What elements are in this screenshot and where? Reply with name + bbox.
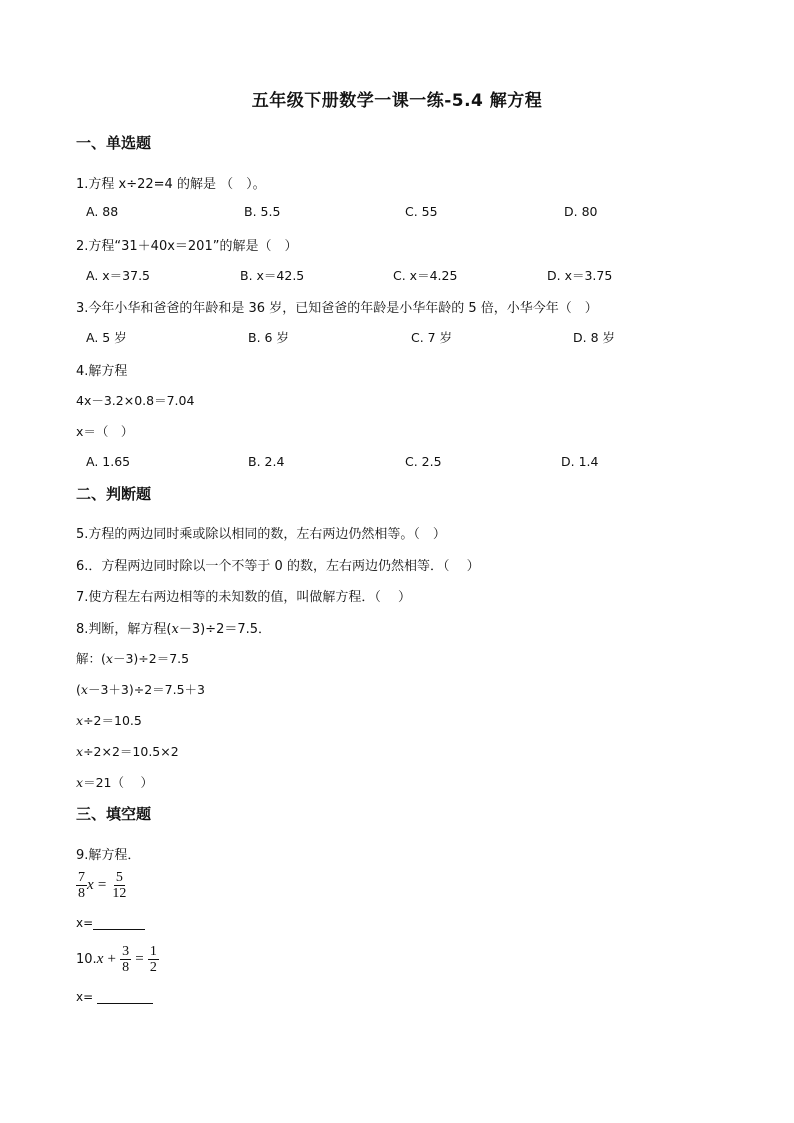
q8-step-5-post: ＝21（ ） xyxy=(83,775,153,790)
q9-fraction-left xyxy=(76,870,87,901)
q10-plus: + xyxy=(107,951,116,967)
q10-answer-blank[interactable] xyxy=(97,991,153,1004)
q3-option-a: A. 5 岁 xyxy=(86,330,127,345)
question-9: 9.解方程． xyxy=(76,848,141,863)
q1-option-b: B. 5.5 xyxy=(244,204,281,219)
q10-answer xyxy=(76,990,153,1004)
question-4: 4.解方程 xyxy=(76,364,128,379)
q1-option-c: C. 55 xyxy=(405,204,438,219)
q1-option-d: D. 80 xyxy=(564,204,598,219)
q3-option-b: B. 6 岁 xyxy=(248,330,289,345)
q8-step-4-post: ÷2×2＝10.5×2 xyxy=(83,744,179,759)
q2-option-a: A. x＝37.5 xyxy=(86,268,151,283)
page-title: 五年级下册数学一课一练-5.4 解方程 xyxy=(251,91,543,111)
q4-option-a: A. 1.65 xyxy=(86,454,131,469)
q9-fraction-right xyxy=(110,870,128,901)
q8-step-3-post: ÷2＝10.5 xyxy=(83,713,142,728)
question-2: 2.方程“31＋40x＝201”的解是（ ） xyxy=(76,239,298,254)
q3-option-c: C. 7 岁 xyxy=(411,330,453,345)
q9-answer xyxy=(76,916,145,930)
q8-step-4-var: x xyxy=(76,744,84,759)
q1-option-a: A. 88 xyxy=(86,204,119,219)
q8-variable: x xyxy=(171,622,179,637)
question-6: 6.．方程两边同时除以一个不等于 0 的数，左右两边仍然相等．（ ） xyxy=(76,559,480,574)
q10-equals: = xyxy=(135,951,144,967)
q8-step-1 xyxy=(76,649,189,667)
q8-step-3-var: x xyxy=(76,713,84,728)
q8-step-1-post: －3)÷2＝7.5 xyxy=(112,651,190,666)
q4-option-c: C. 2.5 xyxy=(405,454,442,469)
q10-frac2-num: 1 xyxy=(149,944,157,959)
q10-fraction-left xyxy=(120,944,131,975)
q9-frac2-num: 5 xyxy=(115,870,123,885)
q4-answer-line: x＝（ ） xyxy=(76,424,134,439)
q8-step-2-post: －3＋3)÷2＝7.5＋3 xyxy=(87,682,205,697)
q9-variable: x xyxy=(87,877,94,893)
q3-option-d: D. 8 岁 xyxy=(573,330,615,345)
q8-step-1-pre: 解：( xyxy=(76,651,106,666)
q9-equals: = xyxy=(97,877,107,893)
section-true-false: 二、判断题 xyxy=(76,485,152,503)
q9-frac1-num: 7 xyxy=(78,870,85,885)
q8-step-2-pre: ( xyxy=(76,682,81,697)
q8-step-5 xyxy=(76,773,153,791)
question-5: 5.方程的两边同时乘或除以相同的数，左右两边仍然相等。（ ） xyxy=(76,527,446,542)
q10-variable: x xyxy=(96,951,104,967)
q2-option-d: D. x＝3.75 xyxy=(547,268,613,283)
q10-frac1-den: 8 xyxy=(122,960,130,975)
q9-frac1-den: 8 xyxy=(78,886,85,901)
q9-equation xyxy=(76,870,128,901)
q9-answer-label: x= xyxy=(76,916,94,930)
q8-step-1-var: x xyxy=(105,651,113,666)
q10-fraction-right xyxy=(148,944,159,975)
q2-option-b: B. x＝42.5 xyxy=(240,268,305,283)
question-10 xyxy=(76,944,159,975)
q8-step-4 xyxy=(76,742,179,760)
q8-step-2 xyxy=(76,680,205,698)
section-fill-blank: 三、填空题 xyxy=(76,805,152,823)
question-1: 1.方程 x÷22=4 的解是 （ ）。 xyxy=(76,177,266,192)
question-8 xyxy=(76,618,271,637)
q8-prefix: 8.判断，解方程( xyxy=(76,622,172,637)
q10-number: 10. xyxy=(76,952,97,967)
q8-step-2-var: x xyxy=(80,682,88,697)
q4-option-b: B. 2.4 xyxy=(248,454,285,469)
question-3: 3.今年小华和爸爸的年龄和是 36 岁，已知爸爸的年龄是小华年龄的 5 倍，小华今年（ ） xyxy=(76,301,598,316)
question-7: 7.使方程左右两边相等的未知数的值，叫做解方程．（ ） xyxy=(76,590,412,605)
q8-suffix: －3)÷2＝7.5． xyxy=(178,622,272,637)
q4-option-d: D. 1.4 xyxy=(561,454,599,469)
q10-frac1-num: 3 xyxy=(122,944,130,959)
q2-option-c: C. x＝4.25 xyxy=(393,268,458,283)
q8-step-5-var: x xyxy=(76,775,84,790)
q9-answer-blank[interactable] xyxy=(93,917,145,930)
q9-frac2-den: 12 xyxy=(112,886,127,901)
q8-step-3 xyxy=(76,711,142,729)
section-single-choice: 一、单选题 xyxy=(76,134,152,152)
q4-equation: 4x－3.2×0.8＝7.04 xyxy=(76,393,195,408)
q10-frac2-den: 2 xyxy=(149,960,157,975)
q10-answer-label: x= xyxy=(76,990,97,1004)
